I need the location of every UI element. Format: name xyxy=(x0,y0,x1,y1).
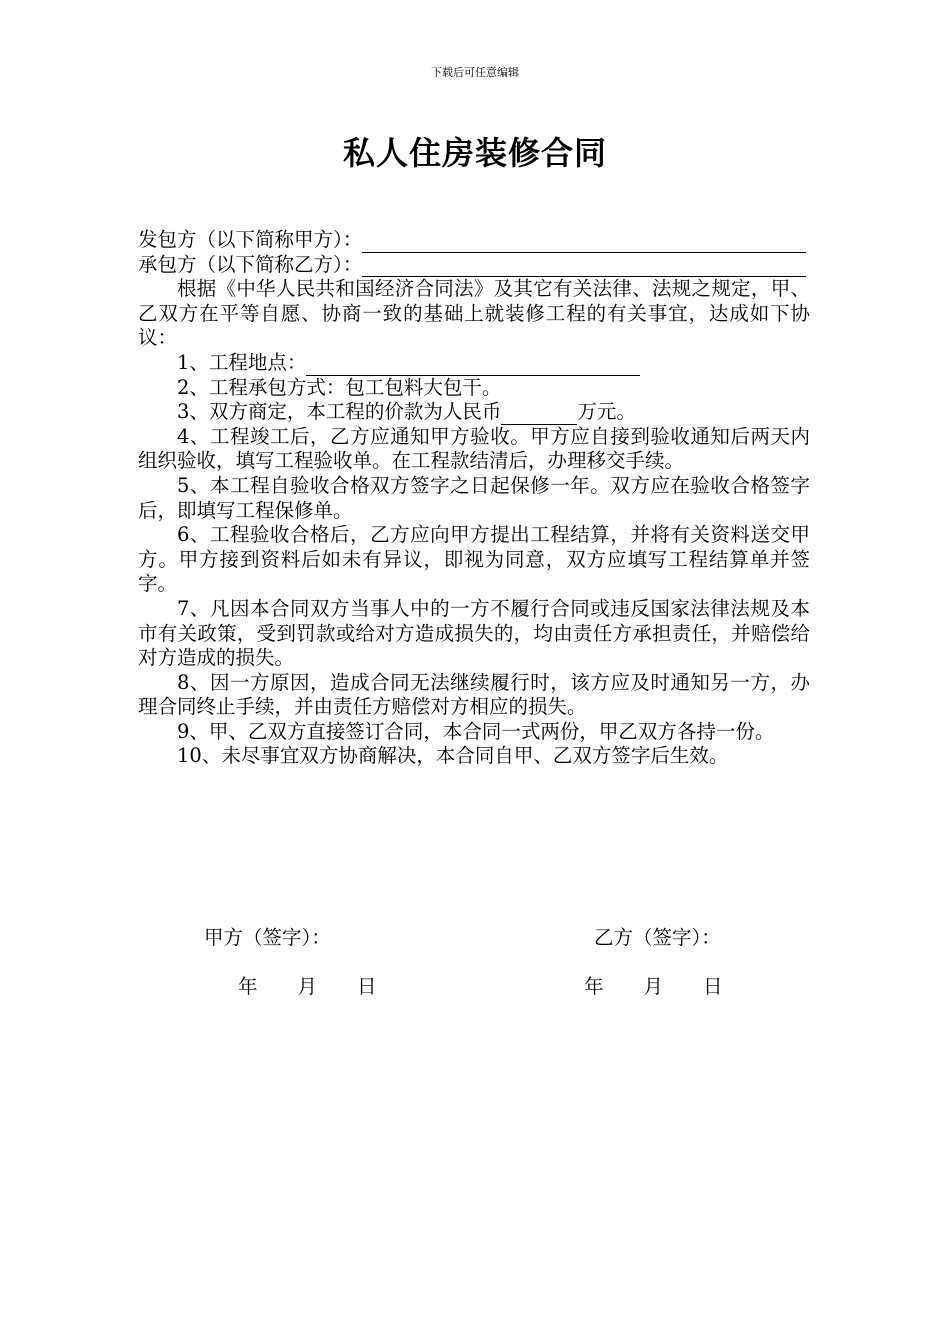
header-note: 下载后可任意编辑 xyxy=(431,66,519,79)
clause-4: 4、工程竣工后，乙方应通知甲方验收。甲方应自接到验收通知后两天内组织验收，填写工程验收单。在工程款结清后，办理移交手续。 xyxy=(138,424,810,473)
party-a-date xyxy=(238,974,377,1000)
party-a-date-month: 月 xyxy=(297,975,318,998)
party-b-date-year: 年 xyxy=(584,975,604,998)
project-site-blank[interactable] xyxy=(306,355,640,376)
clause-2-text: 2、工程承包方式：包工包料大包干。 xyxy=(177,375,502,399)
clause-6: 6、工程验收合格后，乙方应向甲方提出工程结算，并将有关资料送交甲方。甲方接到资料后如未有异议，即视为同意，双方应填写工程结算单并签字。 xyxy=(138,523,810,596)
clause-10: 10、未尽事宜双方协商解决，本合同自甲、乙双方签字后生效。 xyxy=(177,744,729,768)
document-title: 私人住房装修合同 xyxy=(342,134,607,172)
clause-7: 7、凡因本合同双方当事人中的一方不履行合同或违反国家法律法规及本市有关政策，受到罚款或给对方造成损失的，均由责任方承担责任，并赔偿给对方造成的损失。 xyxy=(138,596,810,670)
clause-2 xyxy=(138,376,810,401)
clause-9: 9、甲、乙双方直接签订合同，本合同一式两份，甲乙双方各持一份。 xyxy=(177,719,775,743)
clause-3 xyxy=(138,400,810,425)
party-a-row xyxy=(138,228,810,253)
party-b-date xyxy=(584,974,723,1000)
party-b-signature-label: 乙方（签字）： xyxy=(594,926,721,949)
clause-3-text-post: 万元。 xyxy=(577,400,636,424)
clause-5: 5、本工程自验收合格双方签字之日起保修一年。双方应在验收合格签字后，即填写工程保修单。 xyxy=(138,473,810,522)
intro-paragraph: 根据《中华人民共和国经济合同法》及其它有关法律、法规之规定，甲、乙双方在平等自愿、协商一致的基础上就装修工程的有关事宜，达成如下协议： xyxy=(138,277,810,350)
party-b-label: 承包方（以下简称乙方）： xyxy=(138,252,363,276)
party-b-date-day: 日 xyxy=(703,975,723,998)
party-b-date-month: 月 xyxy=(643,975,664,998)
party-a-date-year: 年 xyxy=(238,975,258,998)
price-blank[interactable] xyxy=(501,404,577,425)
party-a-date-day: 日 xyxy=(357,975,377,998)
clause-1 xyxy=(138,351,810,376)
party-a-label: 发包方（以下简称甲方）： xyxy=(138,228,363,251)
party-b-blank[interactable] xyxy=(362,256,806,277)
clause-3-text-pre: 3、双方商定，本工程的价款为人民币 xyxy=(177,400,502,424)
party-a-blank[interactable] xyxy=(362,232,806,253)
clause-1-text: 1、工程地点： xyxy=(177,350,307,374)
contract-body xyxy=(138,228,810,769)
party-a-signature-label: 甲方（签字）： xyxy=(204,926,331,949)
party-b-row xyxy=(138,253,810,278)
clause-8: 8、因一方原因，造成合同无法继续履行时，该方应及时通知另一方，办理合同终止手续，并由责任方赔偿对方相应的损失。 xyxy=(138,670,810,719)
